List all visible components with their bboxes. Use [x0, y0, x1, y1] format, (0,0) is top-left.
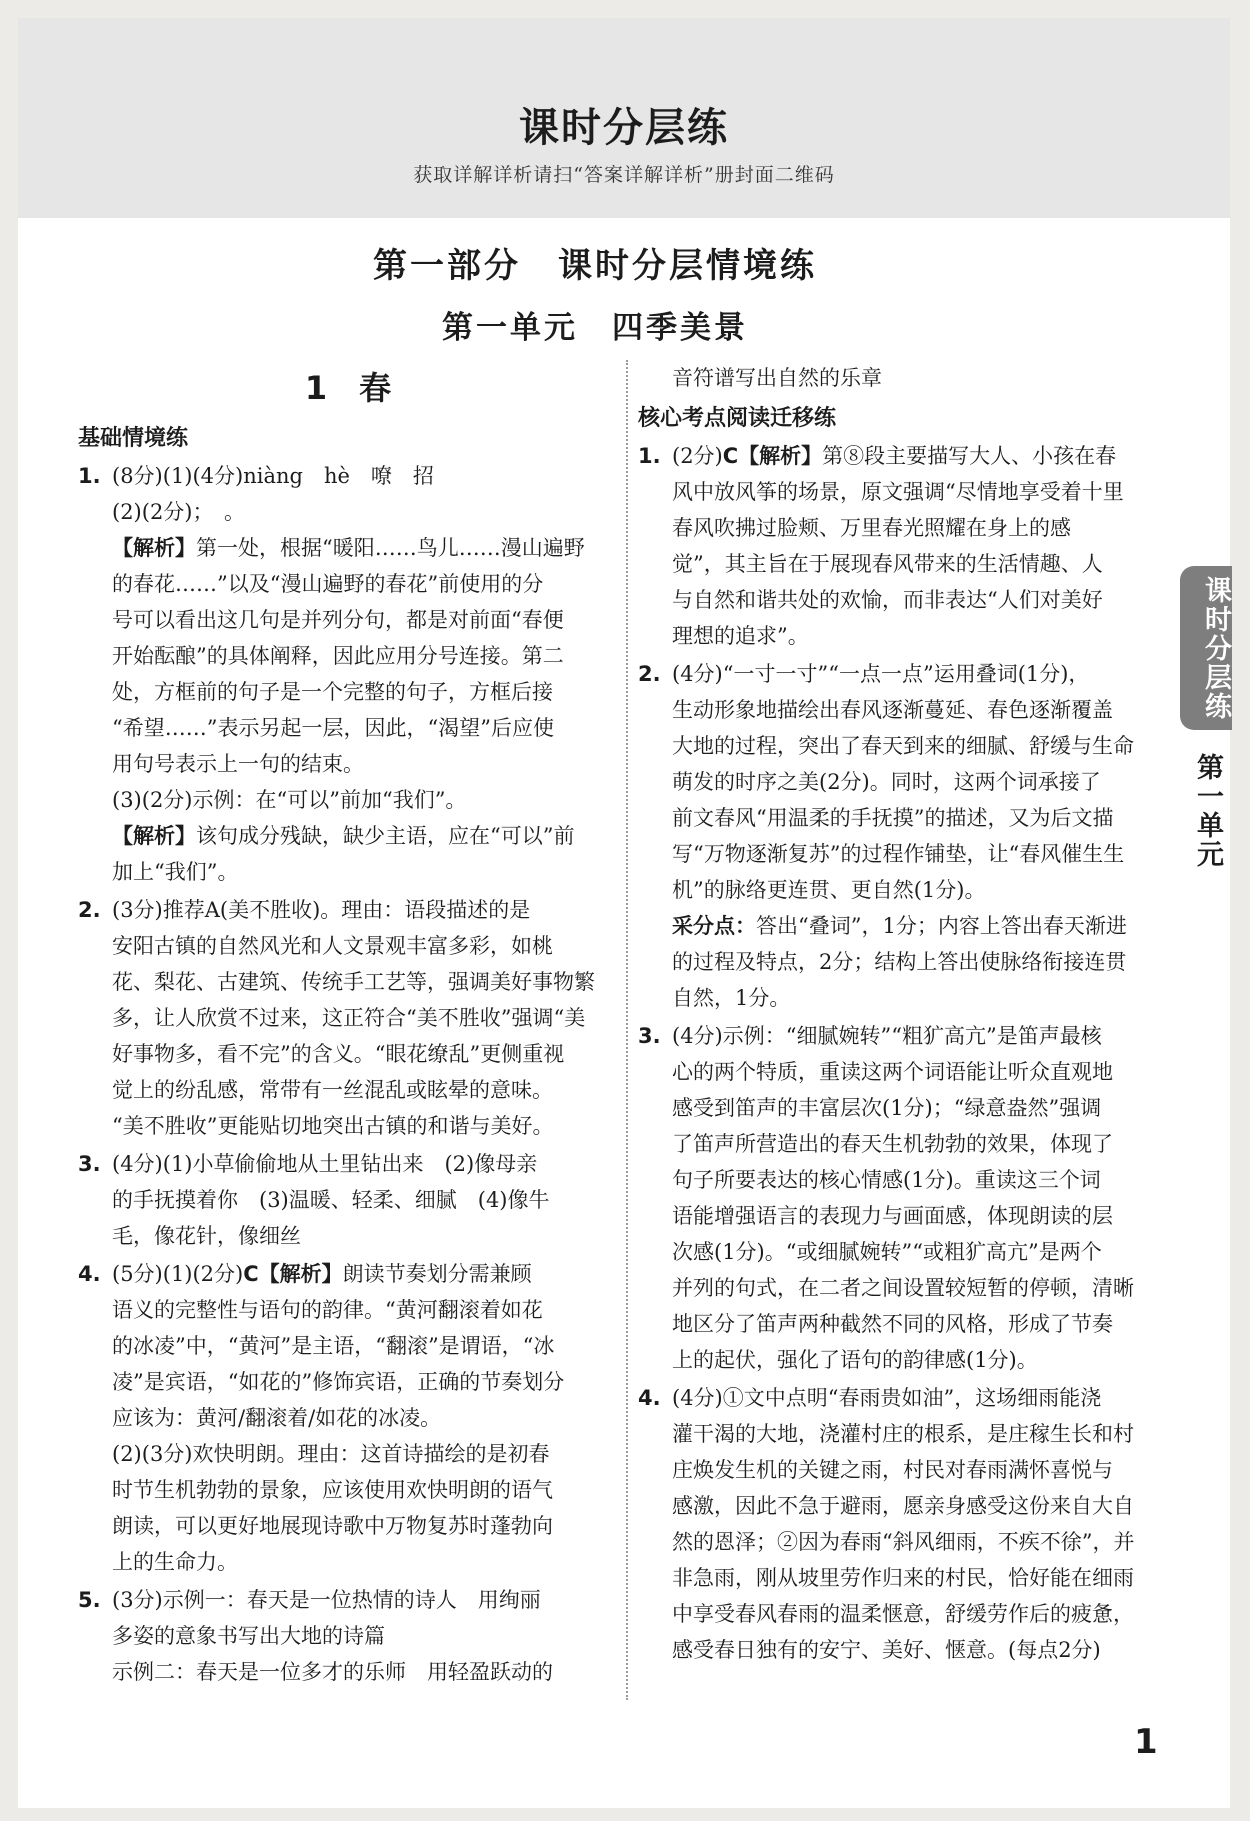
- answer-text: (5分)(1)(2分): [112, 1262, 244, 1286]
- answer-line: (4分)(1)小草偷偷地从土里钻出来 (2)像母亲: [112, 1152, 538, 1176]
- answer-line: “美不胜收”更能贴切地突出古镇的和谐与美好。: [112, 1114, 554, 1138]
- answer-choice: C: [722, 444, 739, 468]
- answer-line: (3)(2分)示例：在“可以”前加“我们”。: [112, 788, 467, 812]
- analysis-line: 处，方框前的句子是一个完整的句子，方框后接: [112, 680, 553, 704]
- question-1: [78, 458, 618, 890]
- answer-line: 觉上的纷乱感，常带有一丝混乱或眩晕的意味。: [112, 1078, 553, 1102]
- question-number: 1.: [78, 464, 101, 488]
- side-tab-label: 课时分层练: [1180, 566, 1232, 730]
- analysis-line: [112, 818, 618, 854]
- answer-line: (4分)“一寸一寸”“一点一点”运用叠词(1分)，: [672, 662, 1090, 686]
- answer-line: (4分)示例：“细腻婉转”“粗犷高亢”是笛声最核: [672, 1024, 1102, 1048]
- answer-line: 的手抚摸着你 (3)温暖、轻柔、细腻 (4)像牛: [112, 1188, 550, 1212]
- lesson-title: 1 春: [304, 369, 392, 407]
- analysis-text: 朗读节奏划分需兼顾: [342, 1262, 532, 1286]
- answer-line: (3分)推荐A(美不胜收)。理由：语段描述的是: [112, 898, 531, 922]
- answer-line: 示例二：春天是一位多才的乐师 用轻盈跃动的: [112, 1660, 553, 1684]
- answer-line: 庄焕发生机的关键之雨，村民对春雨满怀喜悦与: [672, 1458, 1113, 1482]
- answer-line: 觉”，其主旨在于展现春风带来的生活情趣、人: [672, 552, 1103, 576]
- part-title: 第一部分 课时分层情境练: [373, 246, 817, 286]
- answer-line: 萌发的时序之美(2分)。同时，这两个词承接了: [672, 770, 1101, 794]
- header-title: 课时分层练: [519, 105, 729, 151]
- question-4: [638, 1380, 1160, 1668]
- answer-line: 非急雨，刚从坡里劳作归来的村民，恰好能在细雨: [672, 1566, 1134, 1590]
- answer-line: 大地的过程，突出了春天到来的细腻、舒缓与生命: [672, 734, 1134, 758]
- analysis-label: 【解析】: [258, 1262, 343, 1286]
- page-number: 1: [1134, 1722, 1158, 1762]
- answer-line: (4分)①文中点明“春雨贵如油”，这场细雨能浇: [672, 1386, 1102, 1410]
- answer-line: 次感(1分)。“或细腻婉转”“或粗犷高亢”是两个: [672, 1240, 1102, 1264]
- answer-line: (3分)示例一：春天是一位热情的诗人 用绚丽: [112, 1588, 541, 1612]
- answer-line: 理想的追求”。: [672, 624, 809, 648]
- question-number: 5.: [78, 1588, 101, 1612]
- analysis-line: 开始酝酿”的具体阐释，因此应用分号连接。第二: [112, 644, 564, 668]
- answer-line: 感受到笛声的丰富层次(1分)；“绿意盎然”强调: [672, 1096, 1102, 1120]
- answer-line: 与自然和谐共处的欢愉，而非表达“人们对美好: [672, 588, 1103, 612]
- answer-line: 地区分了笛声两种截然不同的风格，形成了节奏: [672, 1312, 1113, 1336]
- answer-text: (2分): [672, 444, 723, 468]
- scoring-text: 答出“叠词”，1分；内容上答出春天渐进: [756, 914, 1127, 938]
- analysis-label: 【解析】: [738, 444, 823, 468]
- question-number: 2.: [78, 898, 101, 922]
- answer-line: 春风吹拂过脸颊、万里春光照耀在身上的感: [672, 516, 1071, 540]
- question-2: [78, 892, 618, 1144]
- answer-choice: C: [243, 1262, 259, 1286]
- answer-line: 感激，因此不急于避雨，愿亲身感受这份来自大自: [672, 1494, 1134, 1518]
- answer-line: 时节生机勃勃的景象，应该使用欢快明朗的语气: [112, 1478, 553, 1502]
- analysis-line: [112, 530, 618, 566]
- header-subtitle: 获取详解详析请扫“答案详解详析”册封面二维码: [413, 164, 835, 186]
- side-unit-label: 第一单元: [1192, 753, 1223, 869]
- answer-line: 毛，像花针，像细丝: [112, 1224, 301, 1248]
- answer-line: 花、梨花、古建筑、传统手工艺等，强调美好事物繁: [112, 970, 595, 994]
- answer-line: 心的两个特质，重读这两个词语能让听众直观地: [672, 1060, 1113, 1084]
- answer-line: 多姿的意象书写出大地的诗篇: [112, 1624, 385, 1648]
- answer-line: 写“万物逐渐复苏”的过程作铺垫，让“春风催生生: [672, 842, 1125, 866]
- section-title-reading: 核心考点阅读迁移练: [638, 406, 837, 431]
- question-3: [638, 1018, 1160, 1378]
- answer-line: 前文春风“用温柔的手抚摸”的描述，又为后文描: [672, 806, 1114, 830]
- answer-line: 中享受春风春雨的温柔惬意，舒缓劳作后的疲惫，: [672, 1602, 1134, 1626]
- analysis-line: 号可以看出这几句是并列分句，都是对前面“春便: [112, 608, 564, 632]
- question-3: [78, 1146, 618, 1254]
- header-band: [18, 18, 1230, 218]
- answer-line: (2)(3分)欢快明朗。理由：这首诗描绘的是初春: [112, 1442, 550, 1466]
- left-column: [78, 360, 618, 1692]
- answer-line: 凌”是宾语，“如花的”修饰宾语，正确的节奏划分: [112, 1370, 565, 1394]
- answer-line: 并列的句式，在二者之间设置较短暂的停顿，清晰: [672, 1276, 1134, 1300]
- column-divider: [626, 360, 628, 1700]
- right-column: [638, 360, 1160, 1670]
- answer-line: 多，让人欣赏不过来，这正符合“美不胜收”强调“美: [112, 1006, 586, 1030]
- continued-line: 音符谱写出自然的乐章: [672, 366, 882, 390]
- answer-line: [672, 438, 1160, 474]
- answer-line: 了笛声所营造出的春天生机勃勃的效果，体现了: [672, 1132, 1113, 1156]
- analysis-text: 该句成分残缺，缺少主语，应在“可以”前: [196, 824, 575, 848]
- question-number: 4.: [78, 1262, 101, 1286]
- analysis-text: 第一处，根据“暖阳……鸟儿……漫山遍野: [196, 536, 585, 560]
- analysis-line: 加上“我们”。: [112, 860, 239, 884]
- answer-line: 上的起伏，强化了语句的韵律感(1分)。: [672, 1348, 1038, 1372]
- unit-title: 第一单元 四季美景: [442, 310, 748, 346]
- question-number: 1.: [638, 444, 661, 468]
- answer-line: 应该为：黄河/翻滚着/如花的冰凌。: [112, 1406, 442, 1430]
- answer-line: 风中放风筝的场景，原文强调“尽情地享受着十里: [672, 480, 1124, 504]
- analysis-line: “希望……”表示另起一层，因此，“渴望”后应使: [112, 716, 554, 740]
- analysis-text: 第⑧段主要描写大人、小孩在春: [822, 444, 1117, 468]
- question-1: [638, 438, 1160, 654]
- answer-line: 机”的脉络更连贯、更自然(1分)。: [672, 878, 986, 902]
- answer-line: 灌干渴的大地，浇灌村庄的根系，是庄稼生长和村: [672, 1422, 1134, 1446]
- answer-line: 感受春日独有的安宁、美好、惬意。(每点2分): [672, 1638, 1101, 1662]
- question-number: 2.: [638, 662, 661, 686]
- answer-line: [112, 1256, 618, 1292]
- answer-line: (8分)(1)(4分)niàng hè 嘹 招: [112, 464, 434, 488]
- scoring-line: 自然，1分。: [672, 986, 791, 1010]
- question-2: [638, 656, 1160, 1016]
- scoring-line: 的过程及特点，2分；结构上答出使脉络衔接连贯: [672, 950, 1127, 974]
- scoring-line: [672, 908, 1160, 944]
- answer-line: 语义的完整性与语句的韵律。“黄河翻滚着如花: [112, 1298, 543, 1322]
- answer-line: 的冰凌”中，“黄河”是主语，“翻滚”是谓语，“冰: [112, 1334, 555, 1358]
- question-4: [78, 1256, 618, 1580]
- scoring-label: 采分点：: [672, 914, 756, 938]
- answer-line: 语能增强语言的表现力与画面感，体现朗读的层: [672, 1204, 1113, 1228]
- analysis-line: 用句号表示上一句的结束。: [112, 752, 364, 776]
- answer-line: 句子所要表达的核心情感(1分)。重读这三个词: [672, 1168, 1101, 1192]
- question-number: 3.: [78, 1152, 101, 1176]
- answer-line: (2)(2分)； 。: [112, 500, 245, 524]
- answer-line: 然的恩泽；②因为春雨“斜风细雨，不疾不徐”，并: [672, 1530, 1135, 1554]
- analysis-line: 的春花……”以及“漫山遍野的春花”前使用的分: [112, 572, 544, 596]
- question-number: 4.: [638, 1386, 661, 1410]
- answer-line: 好事物多，看不完”的含义。“眼花缭乱”更侧重视: [112, 1042, 565, 1066]
- question-number: 3.: [638, 1024, 661, 1048]
- answer-line: 朗读，可以更好地展现诗歌中万物复苏时蓬勃向: [112, 1514, 553, 1538]
- section-title-basic: 基础情境练: [78, 426, 189, 451]
- answer-line: 上的生命力。: [112, 1550, 238, 1574]
- analysis-label: 【解析】: [112, 824, 196, 848]
- answer-line: 安阳古镇的自然风光和人文景观丰富多彩，如桃: [112, 934, 553, 958]
- question-5: [78, 1582, 618, 1690]
- answer-line: 生动形象地描绘出春风逐渐蔓延、春色逐渐覆盖: [672, 698, 1113, 722]
- analysis-label: 【解析】: [112, 536, 196, 560]
